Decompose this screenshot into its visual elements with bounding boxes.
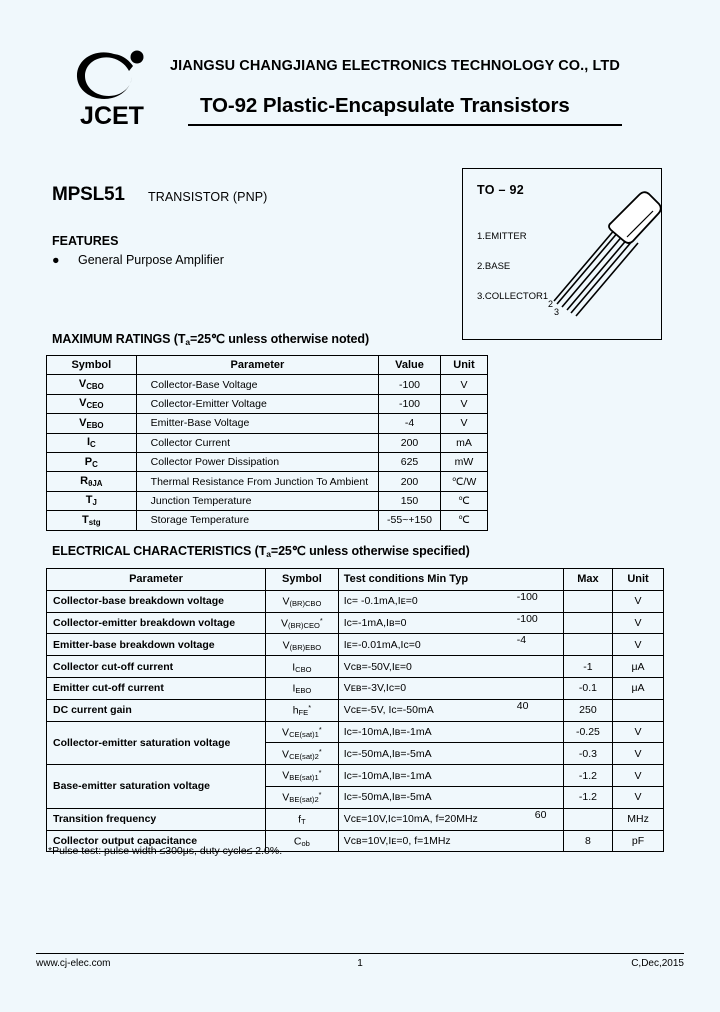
table-row: [47, 808, 664, 830]
ec-test-conditions: [338, 786, 563, 808]
rating-value: 625: [379, 452, 441, 471]
ec-symbol: $h_{FE}^*$: [266, 699, 339, 721]
rating-unit: V: [440, 394, 487, 413]
ec-parameter: DC current gain: [47, 699, 266, 721]
ec-symbol: $V_{CE(sat)2}^*$: [266, 743, 339, 765]
table-row: [47, 394, 488, 413]
ec-test-conditions: [338, 590, 563, 612]
footer-website[interactable]: www.cj-elec.com: [36, 958, 111, 969]
footer-divider: [36, 953, 684, 954]
ec-max: [563, 634, 612, 656]
rating-value: 200: [379, 433, 441, 452]
ec-parameter: Collector cut-off current: [47, 656, 266, 678]
ec-unit: V: [613, 743, 664, 765]
table-row: [47, 677, 664, 699]
rating-unit: ℃: [440, 491, 487, 510]
ec-cond-text: Iᴄ=-50mA,Iʙ=-5mA: [343, 791, 432, 804]
ec-cond-text: Vᴄᴇ=10V,Iᴄ=10mA, f=20MHz: [343, 813, 478, 826]
ec-min: -4: [516, 634, 527, 647]
table-row: [47, 511, 488, 530]
rating-unit: ℃/W: [440, 472, 487, 491]
rating-symbol: $T_J$: [47, 491, 137, 510]
mr-heading-sub: a: [185, 337, 191, 347]
ec-unit: V: [613, 765, 664, 787]
rating-parameter: Junction Temperature: [136, 491, 378, 510]
rating-unit: V: [440, 375, 487, 394]
table-row: [47, 721, 664, 743]
ec-test-conditions: [338, 656, 563, 678]
rating-parameter: Collector Power Dissipation: [136, 452, 378, 471]
col-typ: Typ: [449, 573, 469, 586]
ec-max: -1: [563, 656, 612, 678]
col-test-conditions-label: Test conditions: [343, 573, 425, 586]
table-row: [47, 612, 664, 634]
col-symbol: Symbol: [266, 569, 339, 591]
rating-parameter: Storage Temperature: [136, 511, 378, 530]
ec-parameter: Collector-emitter breakdown voltage: [47, 612, 266, 634]
rating-value: -55~+150: [379, 511, 441, 530]
rating-symbol: $V_{EBO}$: [47, 414, 137, 433]
rating-unit: V: [440, 414, 487, 433]
ec-cond-text: Iᴄ=-1mA,Iʙ=0: [343, 616, 407, 629]
rating-parameter: Collector-Emitter Voltage: [136, 394, 378, 413]
rating-value: 200: [379, 472, 441, 491]
company-name: JIANGSU CHANGJIANG ELECTRONICS TECHNOLOGY CO., LTD: [170, 58, 620, 74]
ec-test-conditions: [338, 612, 563, 634]
ec-symbol: $V_{(BR)CEO}^*$: [266, 612, 339, 634]
ec-symbol: $V_{CE(sat)1}^*$: [266, 721, 339, 743]
package-pin-3-label: 3.COLLECTOR: [477, 291, 543, 302]
ec-parameter: Emitter cut-off current: [47, 677, 266, 699]
ec-cond-text: Vᴄʙ=10V,Iᴇ=0, f=1MHz: [343, 834, 451, 847]
col-symbol: Symbol: [47, 356, 137, 375]
ec-unit: V: [613, 634, 664, 656]
ec-parameter: Collector output capacitance: [47, 830, 266, 852]
ec-cond-text: Vᴇʙ=-3V,Iᴄ=0: [343, 682, 407, 695]
ec-min: -100: [516, 590, 538, 603]
maximum-ratings-table: [46, 355, 488, 531]
rating-symbol: $R_{\theta JA}$: [47, 472, 137, 491]
ec-test-conditions: [338, 699, 563, 721]
col-unit: Unit: [440, 356, 487, 375]
page-header: [0, 42, 720, 142]
mr-heading-post: =25℃ unless otherwise noted): [190, 332, 370, 346]
table-header-row: [47, 356, 488, 375]
ec-max: -0.1: [563, 677, 612, 699]
table-row: [47, 375, 488, 394]
ec-max: -0.3: [563, 743, 612, 765]
table-row: [47, 472, 488, 491]
rating-parameter: Thermal Resistance From Junction To Ambient: [136, 472, 378, 491]
ec-test-conditions: [338, 765, 563, 787]
ec-test-conditions: [338, 830, 563, 852]
ec-unit: V: [613, 721, 664, 743]
ec-unit: μA: [613, 656, 664, 678]
ec-symbol: $I_{EBO}$: [266, 677, 339, 699]
rating-parameter: Collector Current: [136, 433, 378, 452]
document-title: TO-92 Plastic-Encapsulate Transistors: [200, 94, 570, 117]
table-row: [47, 656, 664, 678]
table-header-row: [47, 569, 664, 591]
ec-max: [563, 590, 612, 612]
ec-max: -0.25: [563, 721, 612, 743]
col-max: Max: [563, 569, 612, 591]
ec-parameter: Base-emitter saturation voltage: [47, 765, 266, 809]
ec-unit: V: [613, 612, 664, 634]
package-outline-box: [462, 168, 662, 340]
ec-cond-text: Iᴄ= -0.1mA,Iᴇ=0: [343, 595, 418, 608]
table-row: [47, 634, 664, 656]
table-row: [47, 699, 664, 721]
ec-max: -1.2: [563, 765, 612, 787]
rating-value: -4: [379, 414, 441, 433]
maximum-ratings-heading: [52, 331, 369, 347]
features-heading: FEATURES: [52, 234, 119, 248]
ec-symbol: $V_{BE(sat)2}^*$: [266, 786, 339, 808]
ec-test-conditions: [338, 743, 563, 765]
rating-value: -100: [379, 394, 441, 413]
ec-test-conditions: [338, 634, 563, 656]
ec-unit: V: [613, 590, 664, 612]
ec-unit: MHz: [613, 808, 664, 830]
ec-heading-post: =25℃ unless otherwise specified): [270, 544, 470, 558]
ec-symbol: $V_{(BR)CBO}$: [266, 590, 339, 612]
table-row: [47, 491, 488, 510]
ec-symbol: $I_{CBO}$: [266, 656, 339, 678]
lead-number-1: 1: [543, 291, 549, 301]
ec-parameter: Collector-emitter saturation voltage: [47, 721, 266, 765]
package-pin-2-label: 2.BASE: [477, 261, 511, 272]
ec-symbol: $V_{(BR)EBO}$: [266, 634, 339, 656]
rating-symbol: $V_{CEO}$: [47, 394, 137, 413]
lead-number-2: 2: [548, 299, 554, 309]
col-min: Min: [427, 573, 447, 586]
ec-max: -1.2: [563, 786, 612, 808]
col-parameter: Parameter: [136, 356, 378, 375]
rating-parameter: Collector-Base Voltage: [136, 375, 378, 394]
ec-cond-text: Iᴄ=-10mA,Iʙ=-1mA: [343, 769, 432, 782]
rating-symbol: $I_C$: [47, 433, 137, 452]
ec-cond-text: Vᴄᴇ=-5V, Iᴄ=-50mA: [343, 704, 434, 717]
ec-max: [563, 808, 612, 830]
feature-label: General Purpose Amplifier: [78, 253, 224, 267]
feature-list-item: [52, 253, 224, 267]
ec-symbol: $C_{ob}$: [266, 830, 339, 852]
ec-min: 40: [516, 699, 529, 712]
jcet-logo: [62, 44, 162, 129]
rating-unit: mW: [440, 452, 487, 471]
bullet-icon: ●: [52, 253, 60, 267]
ec-symbol: $V_{BE(sat)1}^*$: [266, 765, 339, 787]
mr-heading-pre: MAXIMUM RATINGS (T: [52, 332, 186, 346]
electrical-characteristics-heading: [52, 543, 470, 559]
ec-heading-pre: ELECTRICAL CHARACTERISTICS (T: [52, 544, 267, 558]
col-parameter: Parameter: [47, 569, 266, 591]
footer-page-number: 1: [357, 958, 363, 969]
ec-unit: pF: [613, 830, 664, 852]
rating-symbol: $V_{CBO}$: [47, 375, 137, 394]
electrical-characteristics-table: [46, 568, 664, 852]
ec-cond-text: Vᴄʙ=-50V,Iᴇ=0: [343, 660, 412, 673]
rating-value: -100: [379, 375, 441, 394]
pulse-test-footnote: *Pulse test: pulse width ≤300μs, duty cycle≤ 2.0%.: [48, 845, 283, 857]
col-value: Value: [379, 356, 441, 375]
ec-unit: [613, 699, 664, 721]
ec-cond-text: Iᴇ=-0.01mA,Iᴄ=0: [343, 638, 421, 651]
ec-cond-text: Iᴄ=-50mA,Iʙ=-5mA: [343, 747, 432, 760]
table-row: [47, 414, 488, 433]
ec-unit: V: [613, 786, 664, 808]
rating-symbol: $T_{stg}$: [47, 511, 137, 530]
ec-parameter: Collector-base breakdown voltage: [47, 590, 266, 612]
rating-parameter: Emitter-Base Voltage: [136, 414, 378, 433]
table-row: [47, 433, 488, 452]
ec-max: 8: [563, 830, 612, 852]
col-test-conditions: [338, 569, 563, 591]
ec-max: [563, 612, 612, 634]
ec-cond-text: Iᴄ=-10mA,Iʙ=-1mA: [343, 725, 432, 738]
title-underline: [188, 124, 622, 126]
ec-heading-sub: a: [266, 549, 271, 559]
to92-transistor-drawing: [541, 187, 661, 317]
ec-test-conditions: [338, 808, 563, 830]
ec-min: -100: [516, 612, 538, 625]
package-pin-1-label: 1.EMITTER: [477, 231, 527, 242]
rating-value: 150: [379, 491, 441, 510]
ec-unit: μA: [613, 677, 664, 699]
rating-unit: ℃: [440, 511, 487, 530]
table-row: [47, 590, 664, 612]
ec-test-conditions: [338, 721, 563, 743]
jcet-logo-text: JCET: [80, 102, 144, 130]
ec-max: 250: [563, 699, 612, 721]
col-unit: Unit: [613, 569, 664, 591]
table-row: [47, 765, 664, 787]
ec-symbol: $f_T$: [266, 808, 339, 830]
rating-symbol: $P_C$: [47, 452, 137, 471]
ec-parameter: Emitter-base breakdown voltage: [47, 634, 266, 656]
part-number: MPSL51: [52, 184, 125, 205]
ec-min: 60: [534, 808, 547, 821]
package-title: TO – 92: [477, 183, 525, 197]
lead-number-3: 3: [554, 307, 560, 317]
ec-parameter: Transition frequency: [47, 808, 266, 830]
table-row: [47, 452, 488, 471]
footer-revision: C,Dec,2015: [631, 958, 684, 969]
jcet-swirl-icon: [72, 44, 152, 106]
rating-unit: mA: [440, 433, 487, 452]
ec-test-conditions: [338, 677, 563, 699]
part-description: TRANSISTOR (PNP): [148, 190, 268, 204]
